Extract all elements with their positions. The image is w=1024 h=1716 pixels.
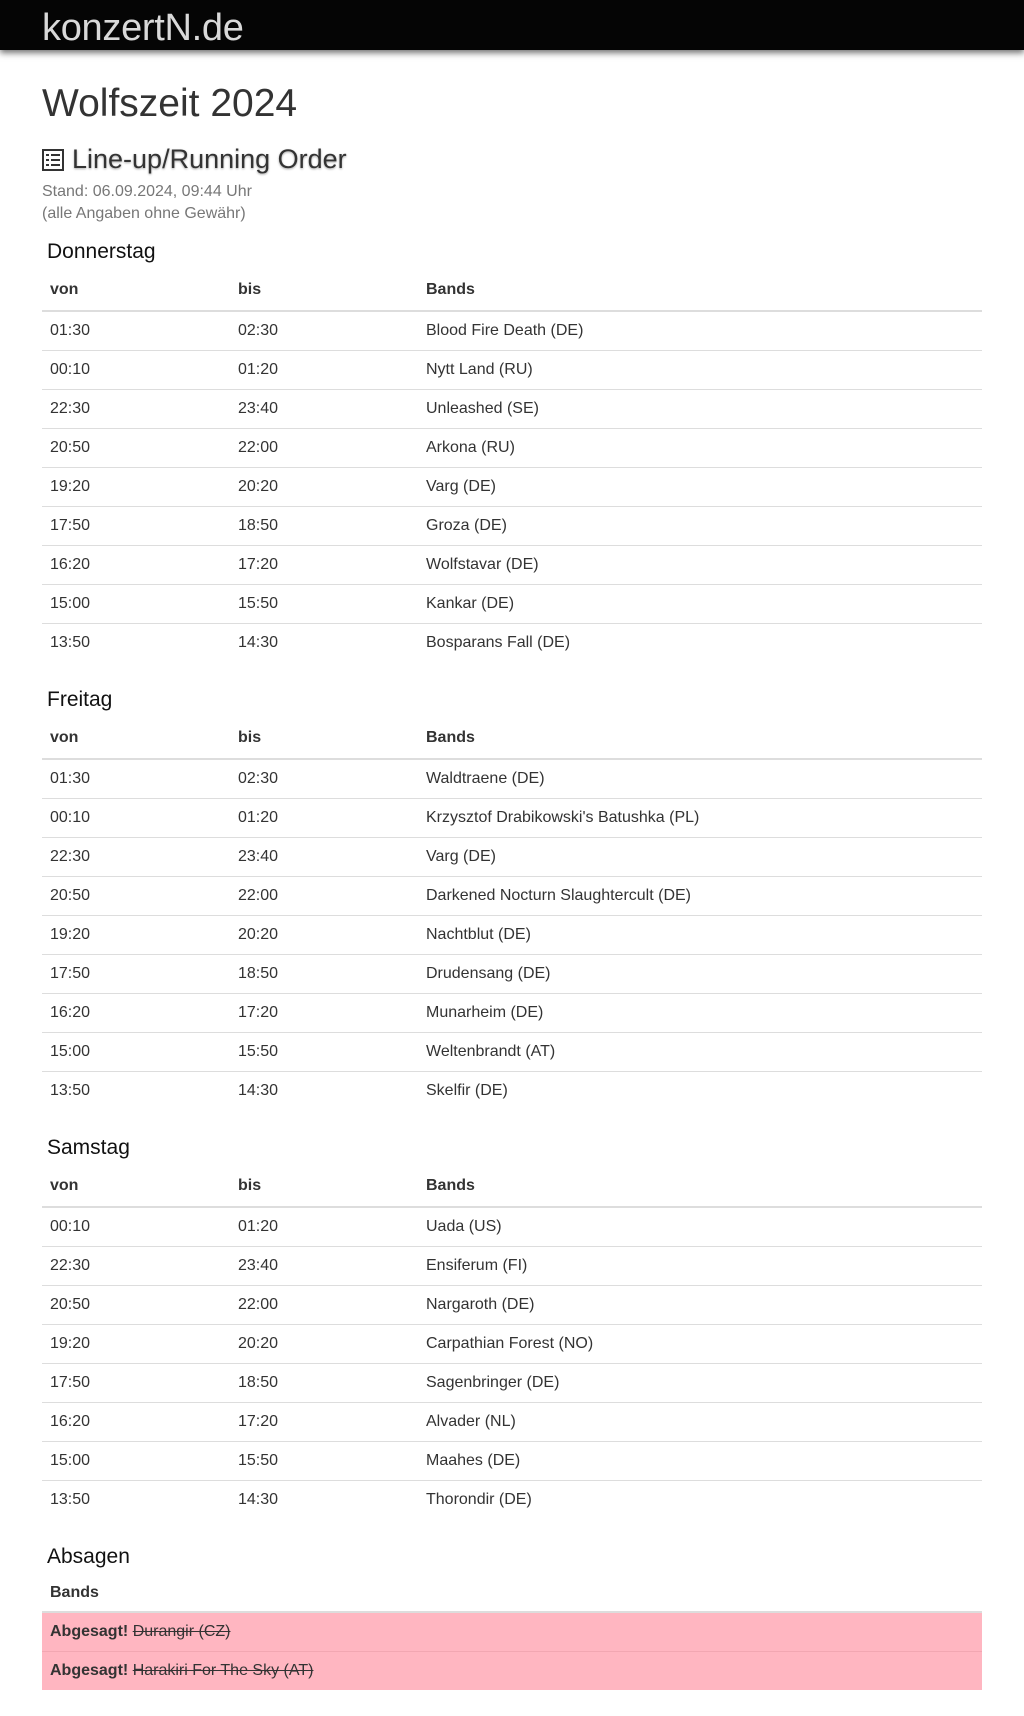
table-row bbox=[42, 916, 982, 955]
section-title bbox=[42, 142, 347, 179]
table-row bbox=[42, 351, 982, 390]
time-to: 14:30 bbox=[230, 1072, 418, 1111]
band-name: Bosparans Fall (DE) bbox=[418, 624, 982, 663]
time-to: 17:20 bbox=[230, 994, 418, 1033]
table-header-row bbox=[42, 1575, 982, 1612]
time-to: 01:20 bbox=[238, 1218, 279, 1235]
column-header-von: von bbox=[42, 1166, 230, 1207]
band-name: Krzysztof Drabikowski's Batushka (PL) bbox=[418, 799, 982, 838]
cancellation-cell bbox=[42, 1652, 982, 1691]
table-row bbox=[42, 955, 982, 994]
band-name: Nachtblut (DE) bbox=[418, 916, 982, 955]
time-from: 22:30 bbox=[42, 390, 230, 429]
time-to: 02:30 bbox=[238, 322, 279, 339]
table-row bbox=[42, 877, 982, 916]
time-to: 23:40 bbox=[230, 838, 418, 877]
table-row bbox=[42, 390, 982, 429]
running-order-table bbox=[42, 270, 982, 662]
band-name: Varg (DE) bbox=[418, 838, 982, 877]
table-row bbox=[42, 1364, 982, 1403]
band-name: Alvader (NL) bbox=[418, 1403, 982, 1442]
time-from: 13:50 bbox=[42, 1481, 230, 1520]
table-row bbox=[42, 1033, 982, 1072]
table-row bbox=[42, 1442, 982, 1481]
cancelled-label: Abgesagt! bbox=[50, 1662, 129, 1679]
table-row bbox=[42, 799, 982, 838]
time-from: 19:20 bbox=[42, 468, 230, 507]
table-row bbox=[42, 585, 982, 624]
band-name: Munarheim (DE) bbox=[418, 994, 982, 1033]
time-from: 22:30 bbox=[42, 1247, 230, 1286]
band-name: Kankar (DE) bbox=[418, 585, 982, 624]
band-name: Thorondir (DE) bbox=[418, 1481, 982, 1520]
time-from: 19:20 bbox=[42, 916, 230, 955]
list-icon bbox=[42, 145, 64, 179]
time-from: 16:20 bbox=[42, 546, 230, 585]
band-name: Varg (DE) bbox=[418, 468, 982, 507]
time-from: 01:30 bbox=[50, 322, 91, 339]
cancellations-title: Absagen bbox=[47, 1545, 130, 1568]
time-from: 15:00 bbox=[42, 585, 230, 624]
band-name: Waldtraene (DE) bbox=[426, 770, 545, 787]
time-to: 14:30 bbox=[230, 624, 418, 663]
table-row bbox=[42, 311, 982, 351]
time-to: 15:50 bbox=[230, 585, 418, 624]
column-header-bis: bis bbox=[230, 718, 418, 759]
time-to: 22:00 bbox=[230, 877, 418, 916]
time-to: 14:30 bbox=[230, 1481, 418, 1520]
column-header-bis: bis bbox=[230, 1166, 418, 1207]
table-row bbox=[42, 546, 982, 585]
time-from: 13:50 bbox=[42, 1072, 230, 1111]
time-from: 17:50 bbox=[42, 507, 230, 546]
time-from: 17:50 bbox=[42, 1364, 230, 1403]
running-order-table bbox=[42, 718, 982, 1110]
section-title-text: Line-up/Running Order bbox=[72, 144, 347, 174]
column-header-von: von bbox=[42, 718, 230, 759]
time-to: 22:00 bbox=[230, 429, 418, 468]
band-name: Sagenbringer (DE) bbox=[418, 1364, 982, 1403]
band-name: Uada (US) bbox=[426, 1218, 502, 1235]
time-to: 15:50 bbox=[230, 1442, 418, 1481]
time-from: 16:20 bbox=[42, 994, 230, 1033]
running-order-table bbox=[42, 1166, 982, 1519]
cancellation-cell bbox=[42, 1612, 982, 1652]
table-row bbox=[42, 994, 982, 1033]
column-header-bands: Bands bbox=[418, 1166, 982, 1207]
band-name: Ensiferum (FI) bbox=[418, 1247, 982, 1286]
time-to: 15:50 bbox=[230, 1033, 418, 1072]
column-header-bis: bis bbox=[230, 270, 418, 311]
day-block-samstag bbox=[42, 1134, 982, 1519]
column-header-von: von bbox=[42, 270, 230, 311]
band-name: Drudensang (DE) bbox=[418, 955, 982, 994]
table-header-row bbox=[42, 718, 982, 759]
time-from: 01:30 bbox=[50, 770, 91, 787]
band-name: Unleashed (SE) bbox=[418, 390, 982, 429]
table-row bbox=[42, 1207, 982, 1247]
time-to: 18:50 bbox=[230, 1364, 418, 1403]
time-to: 01:20 bbox=[230, 351, 418, 390]
table-header-row bbox=[42, 270, 982, 311]
time-to: 01:20 bbox=[230, 799, 418, 838]
time-from: 20:50 bbox=[42, 429, 230, 468]
time-from: 15:00 bbox=[42, 1442, 230, 1481]
day-block-donnerstag bbox=[42, 238, 982, 662]
table-row bbox=[42, 759, 982, 799]
stand-info bbox=[42, 181, 252, 225]
table-row bbox=[42, 429, 982, 468]
table-row bbox=[42, 468, 982, 507]
table-header-row bbox=[42, 1166, 982, 1207]
day-block-freitag bbox=[42, 686, 982, 1110]
time-from: 16:20 bbox=[42, 1403, 230, 1442]
cancelled-label: Abgesagt! bbox=[50, 1623, 129, 1640]
band-name: Darkened Nocturn Slaughtercult (DE) bbox=[418, 877, 982, 916]
time-from: 20:50 bbox=[42, 1286, 230, 1325]
time-to: 22:00 bbox=[230, 1286, 418, 1325]
time-to: 23:40 bbox=[230, 1247, 418, 1286]
time-to: 20:20 bbox=[230, 1325, 418, 1364]
stand-line: Stand: 06.09.2024, 09:44 Uhr bbox=[42, 183, 252, 200]
time-to: 20:20 bbox=[230, 468, 418, 507]
time-to: 17:20 bbox=[230, 1403, 418, 1442]
band-name: Wolfstavar (DE) bbox=[418, 546, 982, 585]
column-header-bands: Bands bbox=[42, 1575, 982, 1612]
band-name: Skelfir (DE) bbox=[418, 1072, 982, 1111]
time-from: 00:10 bbox=[42, 799, 230, 838]
brand-link[interactable]: konzertN.de bbox=[42, 7, 244, 49]
time-from: 20:50 bbox=[42, 877, 230, 916]
cancellations-block bbox=[42, 1543, 982, 1690]
time-to: 17:20 bbox=[230, 546, 418, 585]
time-from: 00:10 bbox=[42, 351, 230, 390]
page-title: Wolfszeit 2024 bbox=[42, 82, 298, 125]
cancellation-row bbox=[42, 1652, 982, 1691]
time-from: 13:50 bbox=[42, 624, 230, 663]
table-row bbox=[42, 1247, 982, 1286]
table-row bbox=[42, 507, 982, 546]
table-row bbox=[42, 838, 982, 877]
band-name: Arkona (RU) bbox=[418, 429, 982, 468]
band-name: Maahes (DE) bbox=[418, 1442, 982, 1481]
band-name: Nargaroth (DE) bbox=[418, 1286, 982, 1325]
time-to: 23:40 bbox=[230, 390, 418, 429]
band-name: Blood Fire Death (DE) bbox=[426, 322, 584, 339]
day-title: Samstag bbox=[47, 1136, 130, 1159]
table-row bbox=[42, 1403, 982, 1442]
time-to: 20:20 bbox=[230, 916, 418, 955]
table-row bbox=[42, 1325, 982, 1364]
time-from: 22:30 bbox=[42, 838, 230, 877]
band-name: Weltenbrandt (AT) bbox=[418, 1033, 982, 1072]
time-to: 18:50 bbox=[230, 955, 418, 994]
time-from: 17:50 bbox=[42, 955, 230, 994]
table-row bbox=[42, 1072, 982, 1111]
band-name: Carpathian Forest (NO) bbox=[418, 1325, 982, 1364]
table-row bbox=[42, 1481, 982, 1520]
day-title: Donnerstag bbox=[47, 240, 156, 263]
navbar bbox=[0, 0, 1024, 50]
time-from: 19:20 bbox=[42, 1325, 230, 1364]
cancellation-row bbox=[42, 1612, 982, 1652]
table-row bbox=[42, 1286, 982, 1325]
column-header-bands: Bands bbox=[418, 718, 982, 759]
column-header-bands: Bands bbox=[418, 270, 982, 311]
cancelled-band: Durangir (CZ) bbox=[132, 1623, 231, 1640]
day-title: Freitag bbox=[47, 688, 113, 711]
time-to: 18:50 bbox=[230, 507, 418, 546]
time-to: 02:30 bbox=[238, 770, 279, 787]
time-from: 00:10 bbox=[50, 1218, 91, 1235]
time-from: 15:00 bbox=[42, 1033, 230, 1072]
cancellations-table bbox=[42, 1575, 982, 1690]
table-row bbox=[42, 624, 982, 663]
cancelled-band: Harakiri For The Sky (AT) bbox=[132, 1662, 314, 1679]
band-name: Groza (DE) bbox=[418, 507, 982, 546]
disclaimer: (alle Angaben ohne Gewähr) bbox=[42, 205, 246, 222]
band-name: Nytt Land (RU) bbox=[418, 351, 982, 390]
